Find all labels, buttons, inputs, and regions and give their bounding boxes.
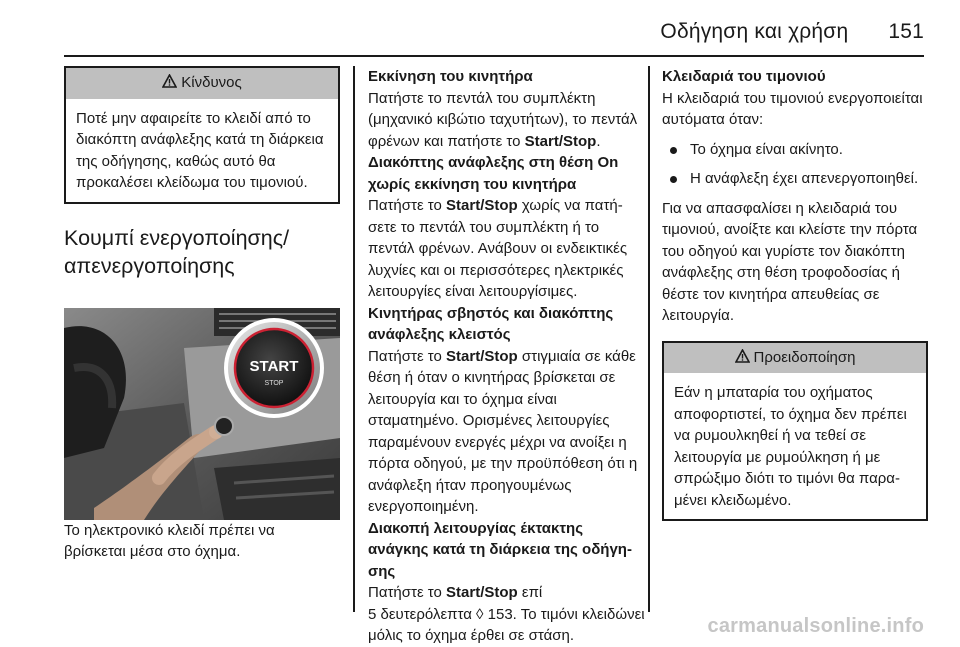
page-number: 151	[888, 20, 924, 43]
steering-unlock-text: Για να απασφαλίσει η κλειδαριά του τιμονιού, ανοίξτε και κλείστε την πόρτα του οδηγού και γυρίστε τον διακόπτη ανάφλεξης στη θέση τροφοδοσίας ή θέστε τον κινητήρα απευθείας σε λειτουργία.	[662, 199, 918, 324]
column-divider-2	[648, 66, 650, 612]
bullet-icon	[670, 147, 677, 154]
emergency-stop-heading: Διακοπή λειτουργίας έκτακτης ανάγκης κατά τη διάρκεια της οδήγησης	[368, 519, 632, 580]
ignition-on-body: χωρίς να πατήσετε το πεντάλ του συμπλέκτη ή το πεντάλ φρένων. Ανάβουν οι ενδεικτικές λυχνίες και οι περισσότερες ηλεκτρικές λειτουργίες είναι λειτουργίσιμες.	[368, 197, 628, 300]
warning-triangle-icon	[735, 348, 750, 370]
list-item	[662, 139, 928, 161]
warning-triangle-icon	[162, 73, 177, 95]
danger-box-header	[66, 68, 338, 99]
section-title	[64, 224, 340, 280]
section-title-line-2: απενεργοποίησης	[64, 253, 235, 278]
bullet-icon	[670, 176, 677, 183]
header-title: Οδήγηση και χρήση	[660, 20, 849, 43]
start-label: START	[249, 357, 299, 375]
ignition-on-text	[368, 195, 646, 303]
start-stop-term: Start/Stop	[446, 584, 518, 601]
warning-box-heading: Προειδοποίηση	[753, 348, 856, 366]
start-stop-term: Start/Stop	[524, 132, 597, 150]
start-stop-term: Start/Stop	[446, 347, 518, 365]
emergency-stop-body-3: 153. Το τιμόνι κλειδώνει μόλις το όχημα έρθει σε στάση.	[368, 605, 645, 644]
engine-off-body: στιγμιαία σε κάθε θέση ή όταν ο κινητήρας βρίσκεται σε λειτουργία και το όχημα είναι σταματημένο. Ορισμένες λειτουργίες παραμένουν ενεργές μέχρι να ανοίξει η πόρτα οδηγού, με την προϋπόθεση ότι η ανάφλεξη ήταν προηγουμένως ενεργοποιημένη.	[368, 347, 638, 515]
danger-box-text: Ποτέ μην αφαιρείτε το κλειδί από το διακόπτη ανάφλεξης κατά τη διάρκεια της οδήγησης, καθώς αυτό θα προκαλέσει κλείδωμα του τιμονιού.	[76, 109, 324, 191]
list-item-text: Η ανάφλεξη έχει απενεργοποιηθεί.	[690, 170, 919, 187]
start-stop-photo	[64, 308, 340, 520]
start-stop-term: Start/Stop	[446, 197, 518, 214]
page-header	[660, 20, 924, 44]
engine-off-text	[368, 346, 646, 518]
engine-start-text	[368, 88, 646, 153]
page-reference-arrow-icon[interactable]: ◊	[476, 605, 484, 623]
warning-box-header	[664, 343, 926, 374]
engine-off-heading: Κινητήρας σβηστός και διακόπτης ανάφλεξης κλειστός	[368, 304, 614, 343]
section-title-line-1: Κουμπί ενεργοποίησης/	[64, 225, 290, 250]
photo-caption: Το ηλεκτρονικό κλειδί πρέπει να βρίσκεται μέσα στο όχημα.	[64, 521, 275, 560]
watermark: carmanualsonline.info	[707, 615, 924, 637]
danger-box-heading: Κίνδυνος	[181, 74, 242, 91]
column-1	[64, 66, 340, 563]
stop-label: STOP	[264, 379, 284, 387]
emergency-stop-pre: Πατήστε το	[368, 584, 447, 601]
engine-off-pre: Πατήστε το	[368, 347, 447, 365]
emergency-stop-body-1: επί	[517, 584, 543, 601]
danger-box	[64, 66, 340, 204]
warning-box	[662, 341, 928, 522]
steering-lock-heading: Κλειδαριά του τιμονιού	[662, 68, 826, 85]
list-item-text: Το όχημα είναι ακίνητο.	[690, 140, 843, 158]
column-divider-1	[353, 66, 355, 612]
steering-lock-conditions	[662, 139, 928, 190]
ignition-on-heading: Διακόπτης ανάφλεξης στη θέση On χωρίς εκκίνηση του κινητήρα	[368, 154, 619, 193]
emergency-stop-body-2: 5 δευτερόλεπτα	[368, 605, 477, 623]
list-item	[662, 168, 928, 190]
header-rule	[64, 55, 924, 57]
dashboard-illustration	[64, 308, 340, 520]
ignition-on-pre: Πατήστε το	[368, 197, 447, 214]
engine-start-end: .	[596, 132, 601, 150]
column-3	[662, 66, 928, 521]
engine-start-heading: Εκκίνηση του κινητήρα	[368, 68, 533, 85]
column-2	[368, 66, 646, 647]
emergency-stop-text	[368, 582, 646, 647]
warning-box-text: Εάν η μπαταρία του οχήματος αποφορτιστεί, το όχημα δεν πρέπει να ρυμουλκηθεί ή να τεθεί σε λειτουργία με ρυμούλκηση ή με σπρώξιμο διότι το τιμόνι θα παραμένει κλειδωμένο.	[674, 384, 907, 509]
steering-lock-intro: Η κλειδαριά του τιμονιού ενεργοποιείται αυτόματα όταν:	[662, 89, 923, 128]
engine-start-body: Πατήστε το πεντάλ του συμπλέκτη (μηχανικό κιβώτιο ταχυτήτων), το πεντάλ φρένων και πατήστε το	[368, 89, 638, 150]
